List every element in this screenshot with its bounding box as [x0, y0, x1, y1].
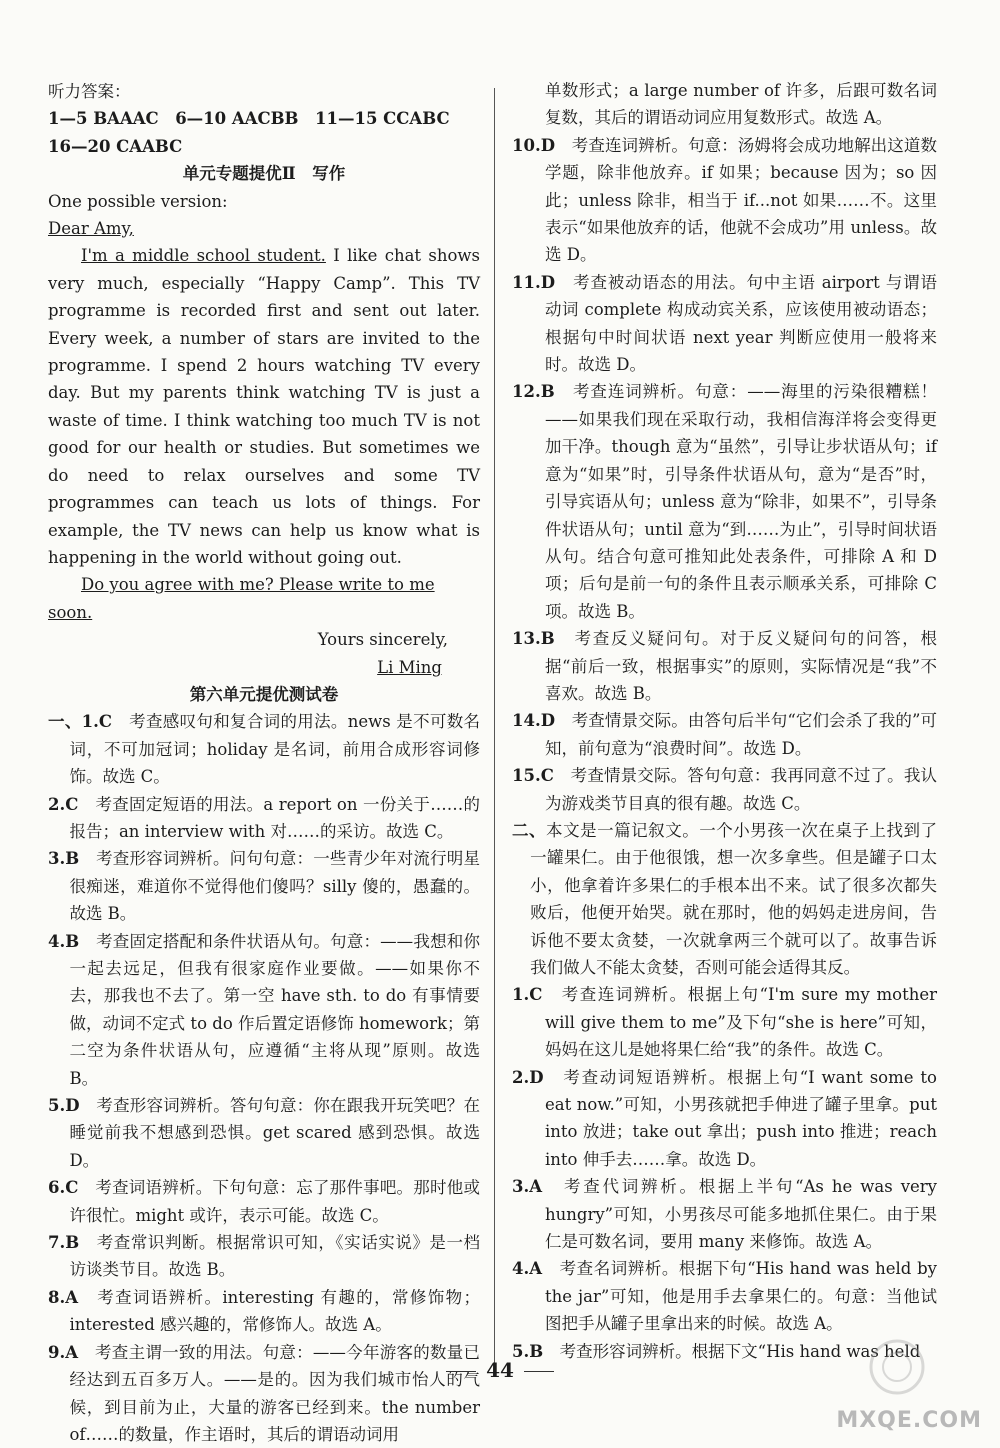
answer-item — [48, 1174, 480, 1229]
answer-explanation: 考查感叹句和复合词的用法。news 是不可数名词，不可加冠词；holiday 是名词，前用合成形容词修饰。故选 C。 — [69, 712, 481, 787]
answer-number: 7.B — [48, 1233, 80, 1253]
letter-sign-off: Yours sincerely, — [317, 630, 448, 650]
letter-body-text: I like chat shows very much, especially “Happy Camp”. This TV programme is recorded first and sent out later. Every week, a number of stars are invited to the programme. I spend 2 hours watching TV every day. But my parents think watching TV is just a waste of time. I think watching too much TV is not good for our health or studies. But sometimes we do need to relax ourselves and some TV programmes can teach us lots of things. For example, the TV news can help us know what is happening in the world without going out. — [48, 246, 480, 567]
answer-item — [512, 625, 937, 707]
answer-number: 11.D — [512, 272, 556, 292]
left-column — [48, 78, 480, 1448]
test-section-title: 第六单元提优测试卷 — [189, 684, 339, 704]
answer-item — [512, 1173, 937, 1255]
answer-item — [48, 1092, 480, 1174]
answer-number: 4.A — [512, 1259, 543, 1279]
section-2-number: 二、 — [512, 820, 547, 840]
answer-number: 12.B — [512, 382, 555, 402]
right-column — [512, 77, 937, 1365]
writing-section-title: 单元专题提优Ⅱ 写作 — [182, 164, 346, 184]
answer-explanation: 考查形容词辨析。问句句意：一些青少年对流行明星很痴迷，难道你不觉得他们傻吗？silly 傻的，愚蠢的。故选 B。 — [69, 849, 480, 924]
answer-explanation: 考查代词辨析。根据上半句“As he was very hungry”可知，小男孩尽可能多地抓住果仁。由于果仁是可数名词，要用 many 来修饰。故选 A。 — [542, 1177, 937, 1252]
answer-explanation: 考查常识判断。根据常识可知，《实话实说》是一档访谈类节目。故选 B。 — [69, 1233, 480, 1280]
watermark-logo-icon — [822, 1335, 972, 1417]
left-answer-list — [48, 708, 480, 1448]
answer-number: 3.A — [512, 1177, 543, 1197]
answer-number: 14.D — [512, 711, 556, 731]
answer-explanation: 考查主谓一致的用法。句意：——今年游客的数量已经达到五百多万人。——是的。因为我们城市怡人的气候，到目前为止，大量的游客已经到来。the number of……的数量，作主语时，其后的谓语动词用 — [69, 1342, 480, 1444]
answer-item — [48, 791, 480, 846]
answer-number: 2.D — [512, 1067, 544, 1087]
letter-salutation: Dear Amy, — [48, 219, 134, 239]
answer-number: 一、1.C — [48, 712, 112, 732]
page-number: 44 — [486, 1358, 514, 1382]
answer-number: 10.D — [512, 135, 556, 155]
letter-closing-line: Do you agree with me? Please write to me soon. — [48, 575, 435, 622]
answer-number: 1.C — [512, 985, 543, 1005]
answer-explanation: 考查词语辨析。下句句意：忘了那件事吧。那时他或许很忙。might 或许，表示可能。故选 C。 — [69, 1178, 480, 1225]
answer-item — [512, 132, 937, 269]
letter-body — [48, 242, 480, 571]
letter-signature: Li Ming — [377, 657, 442, 677]
answer-item — [512, 707, 937, 762]
answer-number: 15.C — [512, 766, 554, 786]
answer-item — [48, 708, 480, 790]
listening-answers-1: 1—5 BAAAC 6—10 AACBB 11—15 CCABC — [48, 109, 450, 129]
answer-explanation: 考查固定搭配和条件状语从句。句意：——我想和你一起去远足，但我有很家庭作业要做。——如果你不去，那我也不去了。第一空 have sth. to do 有事情要做，动词不定式 to do 作后置定语修饰 homework；第二空为条件状语从句，应遵循“主将从现”原则。故选 B。 — [69, 931, 480, 1088]
watermark-text: MXQE.COM — [836, 1408, 982, 1433]
answer-number: 13.B — [512, 629, 555, 649]
answer-item — [48, 1339, 480, 1448]
listening-answers-2: 16—20 CAABC — [48, 136, 183, 156]
answer-number: 9.A — [48, 1342, 79, 1362]
answer-explanation: 考查情景交际。答句句意：我再同意不过了。我认为游戏类节目真的很有趣。故选 C。 — [545, 766, 937, 813]
answer-number: 8.A — [48, 1287, 79, 1307]
answer-item — [512, 1255, 937, 1337]
answer-explanation: 考查形容词辨析。答句句意：你在跟我开玩笑吧？在睡觉前我不想感到恐惧。get scared 感到恐惧。故选 D。 — [69, 1096, 480, 1170]
answer-item — [512, 269, 937, 379]
answer-item — [48, 1229, 480, 1284]
listening-title: 听力答案： — [48, 82, 131, 101]
answer-explanation: 考查词语辨析。interesting 有趣的，常修饰物；interested 感兴趣的，常修饰人。故选 A。 — [69, 1287, 480, 1335]
answer-explanation: 考查名词辨析。根据下句“His hand was held by the jar”可知，他是用手去拿果仁的。句意：当他试图把手从罐子里拿出来的时候。故选 A。 — [542, 1259, 937, 1334]
section-2-text: 本文是一篇记叙文。一个小男孩一次在桌子上找到了一罐果仁。由于他很饿，想一次多拿些。但是罐子口太小，他拿着许多果仁的手根本出不来。试了很多次都失败后，他便开始哭。就在那时，他的妈妈走进房间，告诉他不要太贪婪，一次就拿两三个就可以了。故事告诉我们做人不能太贪婪，否则可能会适得其反。 — [530, 820, 938, 977]
section-2-summary — [512, 817, 937, 981]
section-2-answer-list — [512, 981, 937, 1365]
answer-item — [512, 981, 937, 1063]
column-divider — [494, 88, 495, 1363]
answer-number: 5.B — [512, 1341, 544, 1361]
answer-item — [512, 762, 937, 817]
answer-number: 3.B — [48, 849, 80, 869]
answer-item — [48, 845, 480, 927]
possible-version-label: One possible version: — [48, 191, 228, 211]
answer-item — [48, 928, 480, 1092]
answer-explanation: 考查形容词辨析。根据下文“His hand was held — [543, 1341, 921, 1361]
answer-item — [48, 1284, 480, 1339]
answer-explanation: 考查动词短语辨析。根据上句“I want some to eat now.”可知，小男孩就把手伸进了罐子里拿。put into 放进；take out 拿出；push into 推进；reach into 伸手去……拿。故选 D。 — [543, 1067, 937, 1169]
answer-explanation: 考查固定短语的用法。a report on 一份关于……的报告；an interview with 对……的采访。故选 C。 — [69, 794, 480, 841]
answer-explanation: 考查情景交际。由答句后半句“它们会杀了我的”可知，前句意为“浪费时间”。故选 D。 — [545, 711, 937, 758]
continuation-text: 单数形式；a large number of 许多，后跟可数名词复数，其后的谓语动词应用复数形式。故选 A。 — [545, 81, 937, 128]
answer-number: 2.C — [48, 794, 79, 814]
answer-item — [512, 378, 937, 625]
answer-explanation: 考查反义疑问句。对于反义疑问句的问答，根据“前后一致，根据事实”的原则，实际情况是“我”不喜欢。故选 B。 — [545, 629, 937, 703]
answer-number: 4.B — [48, 931, 80, 951]
answer-number: 5.D — [48, 1096, 80, 1116]
footer-dash-left — [446, 1371, 476, 1372]
footer-dash-right — [524, 1371, 554, 1372]
right-answer-list — [512, 132, 937, 817]
answer-item — [512, 1064, 937, 1174]
answer-number: 6.C — [48, 1178, 79, 1198]
letter-body-underlined: I'm a middle school student. — [81, 246, 326, 266]
answer-explanation: 考查连词辨析。句意：汤姆将会成功地解出这道数学题，除非他放弃。if 如果；because 因为；so 因此；unless 除非，相当于 if...not 如果……不。这里表示“如果他放弃的话，他就不会成功”用 unless。故选 D。 — [545, 135, 937, 265]
answer-explanation: 考查被动语态的用法。句中主语 airport 与谓语动词 complete 构成动宾关系，应该使用被动语态；根据句中时间状语 next year 判断应使用一般将来时。故选 D。 — [545, 272, 937, 375]
answer-explanation: 考查连词辨析。句意：——海里的污染很糟糕！——如果我们现在采取行动，我相信海洋将会变得更加干净。though 意为“虽然”，引导让步状语从句；if 意为“如果”时，引导条件状语从句，意为“是否”时，引导宾语从句；unless 意为“除非，如果不”，引导条件状语从句；until 意为“到……为止”，引导时间状语从句。结合句意可推知此处表条件，可排除 A 和 D 项；后句是前一句的条件且表示顺承关系，可排除 C 项。故选 B。 — [545, 382, 937, 621]
answer-explanation: 考查连词辨析。根据上句“I'm sure my mother will give them to me”及下句“she is here”可知，妈妈在这儿是她将果仁给“我”的条件。故选 C。 — [542, 985, 937, 1060]
